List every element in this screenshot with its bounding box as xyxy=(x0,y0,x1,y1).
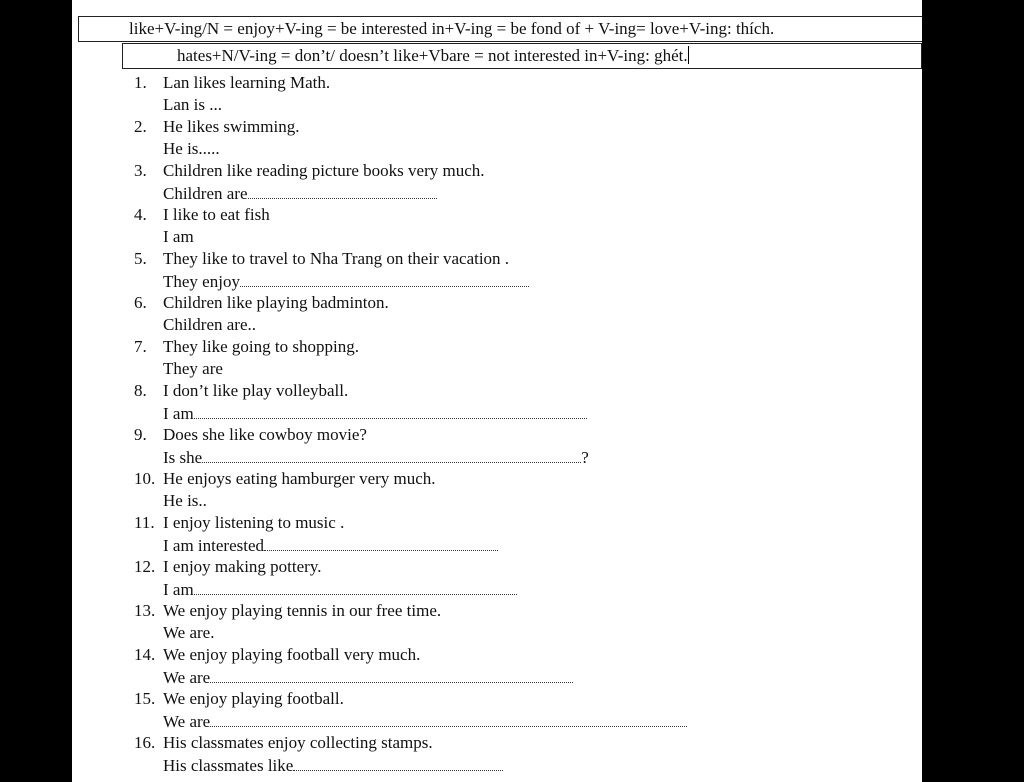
answer-suffix: ? xyxy=(581,448,589,467)
exercise-answer-line[interactable] xyxy=(163,622,214,644)
exercise-item xyxy=(72,378,922,422)
answer-stem: I am interested xyxy=(163,536,265,555)
exercise-item xyxy=(72,730,922,774)
answer-blank[interactable] xyxy=(293,754,503,771)
answer-blank[interactable] xyxy=(194,578,517,595)
exercise-item xyxy=(72,114,922,158)
answer-stem: I am xyxy=(163,580,194,599)
exercise-item xyxy=(72,466,922,510)
exercise-question: I enjoy making pottery. xyxy=(163,557,322,576)
exercise-question: We enjoy playing tennis in our free time. xyxy=(163,601,442,620)
formula-like-text: like+V-ing/N = enjoy+V-ing = be interested in+V-ing = be fond of + V-ing= love+V-ing: thích. xyxy=(129,19,775,38)
exercise-question: He likes swimming. xyxy=(163,117,300,136)
exercise-item xyxy=(72,246,922,290)
exercise-item xyxy=(72,158,922,202)
exercise-number: 10. xyxy=(134,469,156,488)
exercise-item xyxy=(72,510,922,554)
exercise-question: We enjoy playing football very much. xyxy=(163,645,421,664)
exercise-question: We enjoy playing football. xyxy=(163,689,344,708)
exercise-item xyxy=(72,290,922,334)
exercise-question: I enjoy listening to music . xyxy=(163,513,345,532)
exercise-answer-line[interactable] xyxy=(163,138,220,160)
exercise-question: His classmates enjoy collecting stamps. xyxy=(163,733,433,752)
answer-blank[interactable] xyxy=(210,710,687,727)
exercise-question: Lan likes learning Math. xyxy=(163,73,331,92)
exercise-question: I don’t like play volleyball. xyxy=(163,381,349,400)
answer-stem: We are xyxy=(163,712,211,731)
answer-blank[interactable] xyxy=(210,666,573,683)
exercise-question: Children like playing badminton. xyxy=(163,293,389,312)
answer-stem: They are xyxy=(163,359,223,378)
exercise-number: 9. xyxy=(134,425,147,444)
exercise-answer-line[interactable] xyxy=(163,358,223,380)
exercise-number: 11. xyxy=(134,513,155,532)
exercise-number: 5. xyxy=(134,249,147,268)
answer-stem: He is..... xyxy=(163,139,220,158)
exercise-question: Children like reading picture books very much. xyxy=(163,161,485,180)
exercise-item xyxy=(72,642,922,686)
exercise-answer-line[interactable] xyxy=(163,754,503,777)
answer-stem: Children are xyxy=(163,184,248,203)
answer-blank[interactable] xyxy=(202,446,581,463)
exercise-item xyxy=(72,334,922,378)
formula-hate-box[interactable] xyxy=(122,43,922,69)
exercise-number: 7. xyxy=(134,337,147,356)
exercise-item xyxy=(72,422,922,466)
answer-blank[interactable] xyxy=(240,270,529,287)
answer-stem: We are xyxy=(163,668,211,687)
exercise-number: 16. xyxy=(134,733,156,752)
answer-stem: Lan is ... xyxy=(163,95,223,114)
exercise-question: He enjoys eating hamburger very much. xyxy=(163,469,436,488)
answer-stem: I am xyxy=(163,404,194,423)
exercise-number: 13. xyxy=(134,601,156,620)
exercise-item xyxy=(72,554,922,598)
exercise-number: 6. xyxy=(134,293,147,312)
exercise-number: 15. xyxy=(134,689,156,708)
exercise-number: 1. xyxy=(134,73,147,92)
answer-blank[interactable] xyxy=(194,402,587,419)
text-cursor xyxy=(688,46,689,64)
formula-hate-text: hates+N/V-ing = don’t/ doesn’t like+Vbare = not interested in+V-ing: ghét. xyxy=(177,46,688,65)
answer-stem: Is she xyxy=(163,448,203,467)
exercise-answer-line[interactable] xyxy=(163,94,222,116)
exercise-number: 2. xyxy=(134,117,147,136)
exercise-question: I like to eat fish xyxy=(163,205,270,224)
exercise-number: 12. xyxy=(134,557,156,576)
exercise-item xyxy=(72,686,922,730)
exercise-answer-line[interactable] xyxy=(163,490,207,512)
answer-stem: His classmates like xyxy=(163,756,294,775)
exercise-number: 3. xyxy=(134,161,147,180)
exercise-number: 4. xyxy=(134,205,147,224)
exercise-item xyxy=(72,598,922,642)
formula-like-box xyxy=(78,16,922,42)
exercise-item xyxy=(72,70,922,114)
exercise-question: They like to travel to Nha Trang on their vacation . xyxy=(163,249,510,268)
exercise-number: 14. xyxy=(134,645,156,664)
document-page xyxy=(72,0,922,782)
exercise-answer-line[interactable] xyxy=(163,314,256,336)
answer-stem: He is.. xyxy=(163,491,207,510)
answer-stem: I am xyxy=(163,227,194,246)
answer-blank[interactable] xyxy=(264,534,498,551)
exercise-item xyxy=(72,202,922,246)
exercise-answer-line[interactable] xyxy=(163,226,194,248)
exercise-question: Does she like cowboy movie? xyxy=(163,425,367,444)
exercise-number: 8. xyxy=(134,381,147,400)
answer-stem: Children are.. xyxy=(163,315,256,334)
exercise-question: They like going to shopping. xyxy=(163,337,359,356)
exercise-list xyxy=(72,70,922,774)
answer-stem: We are. xyxy=(163,623,215,642)
answer-stem: They enjoy xyxy=(163,272,240,291)
answer-blank[interactable] xyxy=(248,182,437,199)
